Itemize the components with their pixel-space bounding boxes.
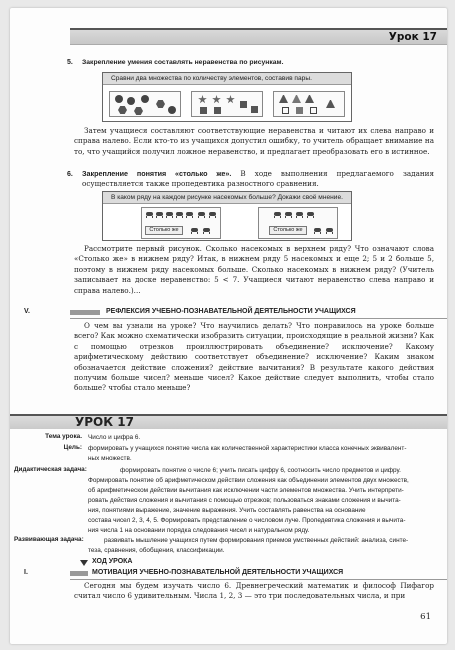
didactic-line: состава чисел 2, 3, 4, 5. Формировать представление о числовом луче. Пропедевтика сложения и вычита- — [88, 517, 406, 524]
shape-set-circles-hexagons — [109, 91, 181, 117]
square-icon — [282, 107, 289, 114]
square-icon — [296, 107, 303, 114]
didactic-label: Дидактическая задача: — [14, 466, 87, 473]
section-rule — [70, 318, 447, 319]
section-bar — [70, 310, 100, 315]
circle-icon — [168, 106, 176, 114]
same-amount-button: Столько же — [269, 226, 307, 235]
task6-exercise-box — [102, 191, 352, 241]
insect-icon — [306, 211, 315, 218]
insect-icon — [295, 211, 304, 218]
lesson-title-band — [10, 414, 447, 429]
insect-icon — [202, 227, 211, 234]
lesson-title: УРОК 17 — [75, 415, 134, 429]
task5-heading: Закрепление умения составлять неравенства по рисункам. — [82, 59, 284, 66]
square-icon — [200, 107, 207, 114]
book-page — [10, 8, 447, 644]
same-amount-button: Столько же — [145, 226, 183, 235]
didactic-line: об арифметическом действии вычитания как исключении части элементов множества. Учить интерпрети- — [88, 487, 404, 494]
square-icon — [251, 106, 258, 113]
task6-paragraph: Рассмотрите первый рисунок. Сколько насекомых в верхнем ряду? Что означают слова «Столько же» в нижнем ряду? Итак, в нижнем ряду 5 насекомых и еще 2; 5 и 2 больше 5, поэтому в нижнем ряду насекомых больше. Сколько насекомых в нижнем ряду? (Учитель записывает на доске неравенство: 5 < 7. Учащиеся читают неравенство слева направо и справа налево.)... — [74, 244, 434, 295]
circle-icon — [115, 95, 123, 103]
section-i-roman: I. — [24, 569, 28, 576]
section-rule — [70, 579, 447, 580]
insect-icon — [325, 227, 334, 234]
hexagon-icon — [134, 107, 143, 115]
goals-line: ных множеств. — [88, 454, 132, 462]
section-i-title: МОТИВАЦИЯ УЧЕБНО-ПОЗНАВАТЕЛЬНОЙ ДЕЯТЕЛЬНОСТИ УЧАЩИХСЯ — [92, 569, 344, 576]
insect-icon — [175, 211, 184, 218]
shape-set-stars-squares — [191, 91, 263, 117]
didactic-line: ния, понятиями выражение, значение выражения. Учить составлять равенства на основание — [88, 507, 366, 514]
section-v-paragraph: О чем вы узнали на уроке? Что научились делать? Что понравилось на уроке больше всего? Как можно схематически изобразить ситуации, происходящие в реальной жизни? Как с помощью отрезков проиллюстрировать объединение? исключение? Какому арифметическому действию соответствует объединение? исключение? Каким знаком обозначается действие сложения? действие вычитания? В результате какого действия получим больше чисел? меньше чисел? Какое действие следует выполнить, чтобы стало больше? чтобы стало меньше? — [74, 321, 434, 393]
task5-paragraph: Затем учащиеся составляют соответствующие неравенства и читают их слева направо и справа налево. Если кто-то из учащихся допустил ошибку, то учитель обращает внимание на то, что учащийся получил ложное неравенство, и предлагает преобразовать его в истинное. — [74, 126, 434, 156]
section-bar — [70, 571, 88, 576]
goals-label: Цель: — [63, 444, 82, 451]
hexagon-icon — [118, 106, 127, 114]
square-icon — [240, 101, 247, 108]
insect-icon — [190, 227, 199, 234]
task6-number: 6. — [67, 171, 73, 178]
triangle-icon — [326, 100, 335, 108]
hexagon-icon — [156, 100, 165, 108]
triangle-down-icon — [80, 560, 88, 566]
running-header — [70, 28, 447, 45]
triangle-icon — [292, 95, 301, 103]
insect-icon — [145, 211, 154, 218]
circle-icon — [127, 97, 135, 105]
page-number: 61 — [420, 612, 431, 622]
insect-icon — [284, 211, 293, 218]
task6-heading-bold: Закрепление понятия «столько же». — [82, 169, 232, 178]
didactic-line: формировать понятие о числе 6; учить писать цифру 6, соотносить число предметов и цифру. — [120, 467, 401, 474]
task6-heading — [82, 169, 434, 190]
task6-heading-rest: В ходе выполнения предлагаемого задания осуществляется также пропедевтика разностного сравнения. — [82, 169, 434, 189]
triangle-icon — [279, 95, 288, 103]
task5-number: 5. — [67, 59, 73, 66]
circle-icon — [141, 95, 149, 103]
insect-icon — [273, 211, 282, 218]
insect-icon — [313, 227, 322, 234]
task5-box-caption: Сравни два множества по количеству элементов, составив пары. — [103, 73, 351, 85]
task5-exercise-box — [102, 72, 352, 122]
star-icon — [198, 95, 207, 104]
goals-line: формировать у учащихся понятие числа как количественной характеристики класса конечных эквивалент- — [88, 445, 407, 452]
shape-set-triangles-squares — [273, 91, 345, 117]
section-i-paragraph: Сегодня мы будем изучать число 6. Древнегреческий математик и философ Пифагор считал число 6 удивительным. Числа 1, 2, 3 — это три последовательных числа, и при — [74, 581, 434, 601]
topic-text: Число и цифра 6. — [88, 434, 141, 441]
square-icon — [310, 107, 317, 114]
insect-icon — [185, 211, 194, 218]
triangle-icon — [305, 95, 314, 103]
development-line: теза, сравнения, обобщения, классификации. — [88, 547, 225, 554]
square-icon — [214, 107, 221, 114]
didactic-line: ния числа 1 на основании порядка следования чисел и натуральном ряду. — [88, 527, 310, 534]
task6-box-caption: В каком ряду на каждом рисунке насекомых больше? Докажи своё мнение. — [103, 192, 351, 204]
insects-picture-right — [258, 207, 338, 239]
didactic-line: ровать действия сложения и вычитания с помощью отрезков; пользоваться знаками сложения и вычита- — [88, 497, 401, 504]
insect-icon — [155, 211, 164, 218]
star-icon — [212, 95, 221, 104]
insect-icon — [165, 211, 174, 218]
insect-icon — [208, 211, 217, 218]
development-label: Развивающая задача: — [14, 536, 84, 543]
section-v-title: РЕФЛЕКСИЯ УЧЕБНО-ПОЗНАВАТЕЛЬНОЙ ДЕЯТЕЛЬНОСТИ УЧАЩИХСЯ — [106, 308, 356, 315]
course-title: ХОД УРОКА — [92, 558, 133, 565]
development-line: развивать мышление учащихся путем формирования приемов умственных действий: анализа, синте- — [104, 537, 409, 544]
header-title: Урок 17 — [388, 31, 437, 43]
insect-icon — [197, 211, 206, 218]
didactic-line: Формировать понятие об арифметическом действии сложения как объединении элементов двух множеств, — [88, 477, 409, 484]
topic-label: Тема урока. — [45, 433, 82, 440]
star-icon — [226, 95, 235, 104]
insects-picture-left — [141, 207, 221, 239]
section-v-roman: V. — [24, 308, 30, 315]
